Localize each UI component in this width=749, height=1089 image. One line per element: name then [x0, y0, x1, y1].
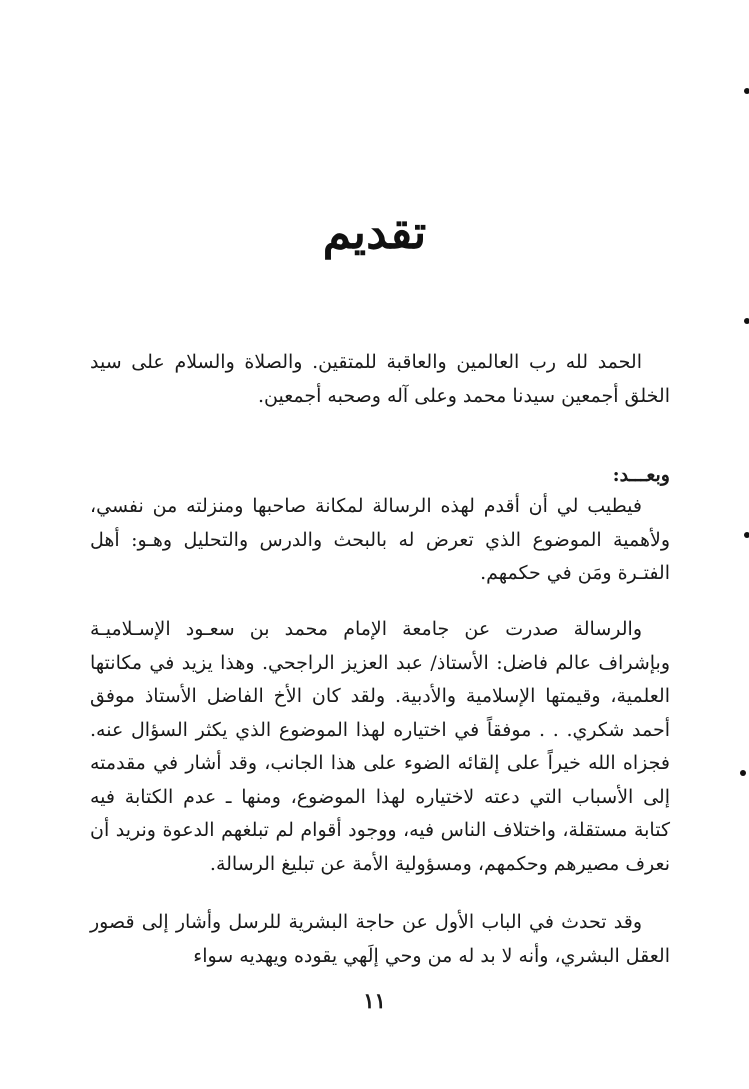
margin-mark — [744, 318, 749, 324]
margin-mark — [744, 532, 749, 538]
margin-mark — [740, 770, 746, 776]
chapter-paragraph-block — [90, 906, 670, 973]
opening-paragraph-block — [90, 346, 670, 413]
page-number: ١١ — [363, 988, 386, 1013]
page-title: تقديم — [322, 205, 427, 259]
margin-mark — [744, 88, 749, 94]
intro-paragraph: فيطيب لي أن أقدم لهذه الرسالة لمكانة صاحبها ومنزلته من نفسي، ولأهمية الموضوع الذي تعرض له بالبحث والدرس والتحليل وهـو: أهل الفتـرة ومَن في حكمهم. — [90, 495, 670, 584]
thesis-paragraph: والرسالة صدرت عن جامعة الإمام محمد بن سعـود الإسـلاميـة وبإشراف عالم فاضل: الأستاذ/ عبد العزيز الراجحي. وهذا يزيد في مكانتها العلمية، وقيمتها الإسلامية والأدبية. ولقد كان الأخ الفاضل الأستاذ موفق أحمد شكري. . . موفقاً في اختياره لهذا الموضوع الذي يكثر السؤال عنه. فجزاه الله خيراً على إلقائه الضوء على هذا الجانب، وقد أشار في مقدمته إلى الأسباب التي دعته لاختياره لهذا الموضوع، ومنها ـ عدم الكتابة فيه كتابة مستقلة، واختلاف الناس فيه، ووجود أقوام لم تبلغهم الدعوة ونريد أن نعرف مصيرهم وحكمهم، ومسؤولية الأمة عن تبليغ الرسالة. — [90, 618, 670, 875]
section-heading: وبعـــد: — [612, 464, 670, 486]
chapter-paragraph: وقد تحدث في الباب الأول عن حاجة البشرية للرسل وأشار إلى قصور العقل البشري، وأنه لا بد له من وحي إلَهي يقوده ويهديه سواء — [90, 911, 670, 967]
thesis-paragraph-block — [90, 613, 670, 881]
opening-paragraph: الحمد لله رب العالمين والعاقبة للمتقين. والصلاة والسلام على سيد الخلق أجمعين سيدنا محمد وعلى آله وصحبه أجمعين. — [90, 351, 670, 407]
intro-paragraph-block — [90, 490, 670, 591]
